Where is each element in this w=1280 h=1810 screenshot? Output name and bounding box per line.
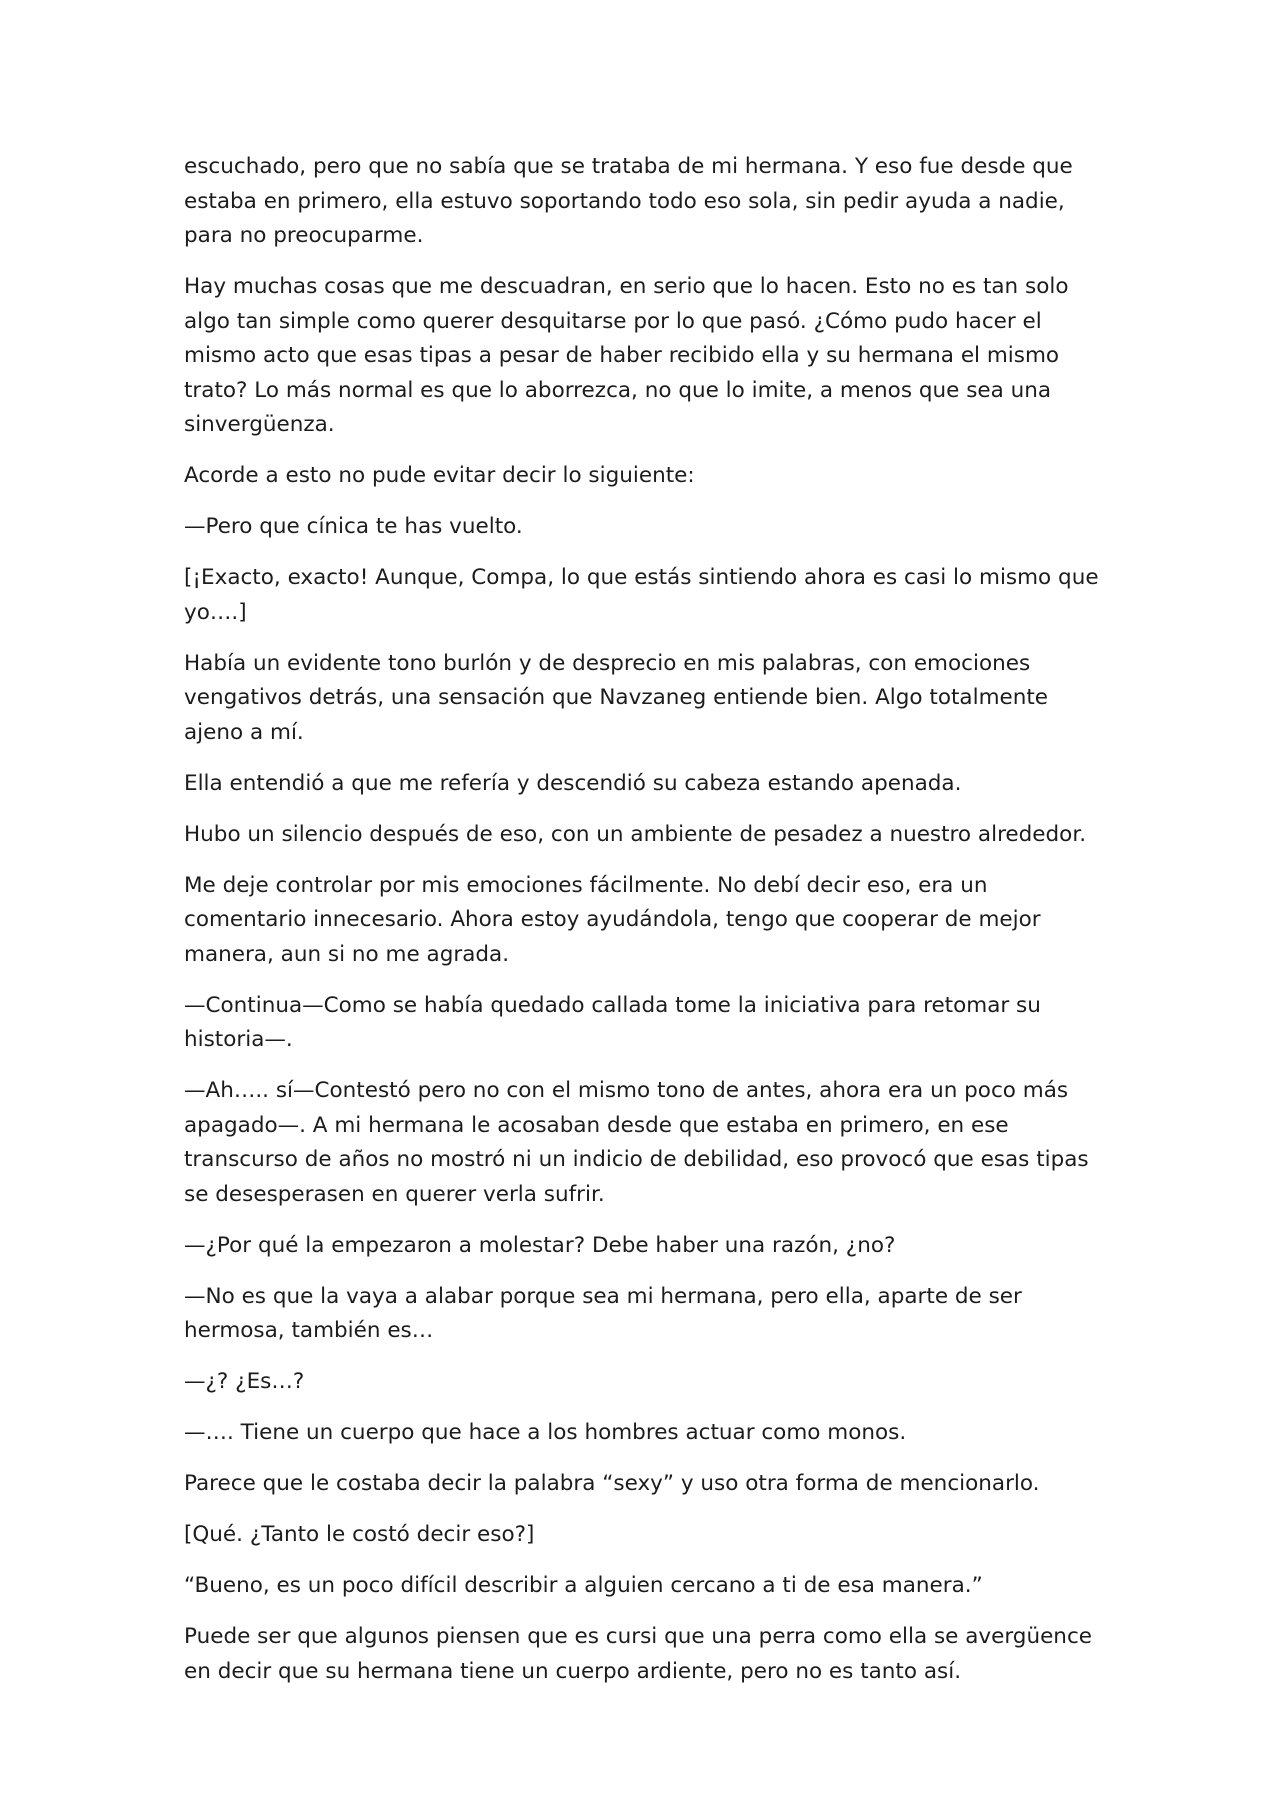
paragraph: Hay muchas cosas que me descuadran, en serio que lo hacen. Esto no es tan solo algo tan simple como querer desquitarse por lo que pasó. ¿Cómo pudo hacer el mismo acto que esas tipas a pesar de haber recibido ella y su hermana el mismo trato? Lo más normal es que lo aborrezca, no que lo imite, a menos que sea una sinvergüenza. [184, 274, 1069, 437]
paragraph: Parece que le costaba decir la palabra “sexy” y uso otra forma de mencionarlo. [184, 1471, 1040, 1496]
dialogue-line: —¿Por qué la empezaron a molestar? Debe haber una razón, ¿no? [184, 1232, 896, 1258]
bracketed-thought: [Qué. ¿Tanto le costó decir eso?] [184, 1522, 535, 1547]
paragraph: Ella entendió a que me refería y descendió su cabeza estando apenada. [184, 770, 962, 796]
document-page [184, 150, 1104, 1706]
paragraph: Hubo un silencio después de eso, con un ambiente de pesadez a nuestro alrededor. [184, 821, 1087, 847]
quoted-thought: “Bueno, es un poco difícil describir a alguien cercano a ti de esa manera.” [184, 1573, 983, 1598]
paragraph: Acorde a esto no pude evitar decir lo siguiente: [184, 463, 695, 488]
paragraph: Puede ser que algunos piensen que es cursi que una perra como ella se avergüence en decir que su hermana tiene un cuerpo ardiente, pero no es tanto así. [184, 1624, 1092, 1684]
dialogue-line: —Ah….. sí—Contestó pero no con el mismo tono de antes, ahora era un poco más apagado—. A mi hermana le acosaban desde que estaba en primero, en ese transcurso de años no mostró ni un indicio de debilidad, eso provocó que esas tipas se desesperasen en querer verla sufrir. [184, 1078, 1089, 1207]
bracketed-thought: [¡Exacto, exacto! Aunque, Compa, lo que estás sintiendo ahora es casi lo mismo que yo….] [184, 565, 1099, 625]
paragraph: Había un evidente tono burlón y de desprecio en mis palabras, con emociones vengativos detrás, una sensación que Navzaneg entiende bien. Algo totalmente ajeno a mí. [184, 650, 1049, 745]
paragraph: Me deje controlar por mis emociones fácilmente. No debí decir eso, era un comentario innecesario. Ahora estoy ayudándola, tengo que cooperar de mejor manera, aun si no me agrada. [184, 872, 1041, 967]
dialogue-line: —…. Tiene un cuerpo que hace a los hombres actuar como monos. [184, 1420, 907, 1445]
dialogue-line: —No es que la vaya a alabar porque sea mi hermana, pero ella, aparte de ser hermosa, también es… [184, 1283, 1022, 1343]
dialogue-line: —¿? ¿Es…? [184, 1369, 305, 1394]
dialogue-line: —Pero que cínica te has vuelto. [184, 514, 523, 539]
dialogue-line: —Continua—Como se había quedado callada tome la iniciativa para retomar su historia—. [184, 992, 1041, 1052]
paragraph: escuchado, pero que no sabía que se trataba de mi hermana. Y eso fue desde que estaba en primero, ella estuvo soportando todo eso sola, sin pedir ayuda a nadie, para no preocuparme. [184, 154, 1073, 248]
